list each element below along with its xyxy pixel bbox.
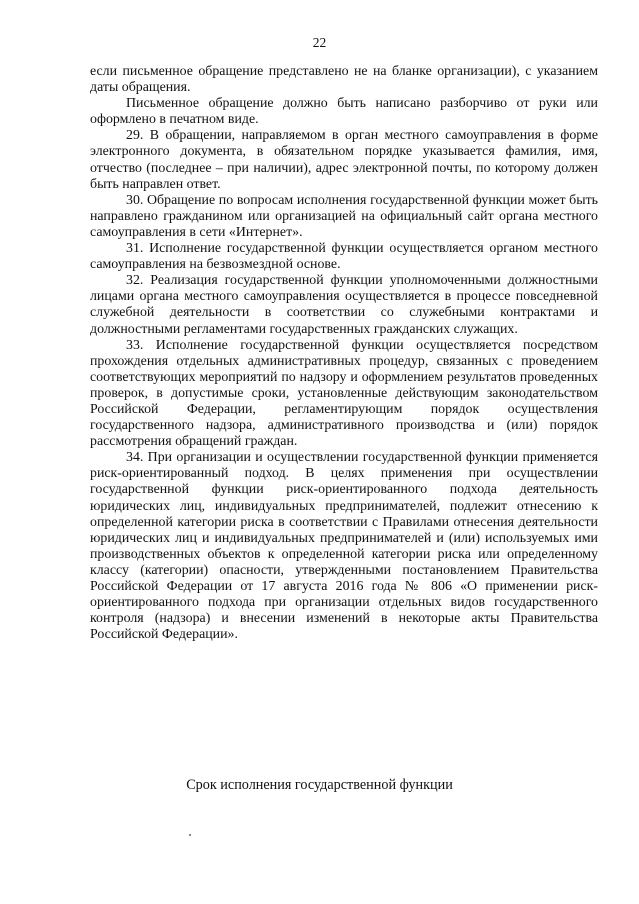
scan-speck: [189, 834, 191, 836]
paragraph-written-appeal: Письменное обращение должно быть написано разборчиво от руки или оформлено в печатном виде.: [90, 96, 598, 128]
paragraph-29: 29. В обращении, направляемом в орган местного самоуправления в форме электронного документа, в обязательном порядке указывается фамилия, имя, отчество (последнее – при наличии), адрес электронной почты, по которому должен быть направлен ответ.: [90, 128, 598, 192]
paragraph-30: 30. Обращение по вопросам исполнения государственной функции может быть направлено гражданином или организацией на официальный сайт органа местного самоуправления в сети «Интернет».: [90, 192, 598, 240]
paragraph-31: 31. Исполнение государственной функции осуществляется органом местного самоуправления на безвозмездной основе.: [90, 241, 598, 273]
document-body: [90, 64, 598, 643]
paragraph-33: 33. Исполнение государственной функции осуществляется посредством прохождения отдельных административных процедур, связанных с проведением соответствующих мероприятий по надзору и оформлением результатов проведенных проверок, в допустимые сроки, установленные действующим законодательством Российской Федерации, регламентирующим порядок осуществления государственного надзора, административного производства и (или) порядок рассмотрения обращений граждан.: [90, 337, 598, 450]
paragraph-34: 34. При организации и осуществлении государственной функции применяется риск-ориентированный подход. В целях применения при осуществлении государственной функции риск-ориентированного подхода деятельность юридических лиц, индивидуальных предпринимателей, подлежит отнесению к определенной категории риска в соответствии с Правилами отнесения деятельности юридических лиц и индивидуальных предпринимателей и (или) используемых ими производственных объектов к определенной категории риска или определенному классу (категории) опасности, утвержденными постановлением Правительства Российской Федерации от 17 августа 2016 года № 806 «О применении риск-ориентированного подхода при организации отдельных видов государственного контроля (надзора) и внесении изменений в некоторые акты Правительства Российской Федерации».: [90, 450, 598, 643]
page-number: 22: [312, 35, 327, 50]
paragraph-continuation: если письменное обращение представлено не на бланке организации), с указанием даты обращения.: [90, 64, 598, 96]
paragraph-32: 32. Реализация государственной функции уполномоченными должностными лицами органа местного самоуправления осуществляется в процессе повседневной служебной деятельности в соответствии со служебными контрактами и должностными регламентами государственных гражданских служащих.: [90, 273, 598, 337]
section-heading: Срок исполнения государственной функции: [186, 777, 453, 793]
